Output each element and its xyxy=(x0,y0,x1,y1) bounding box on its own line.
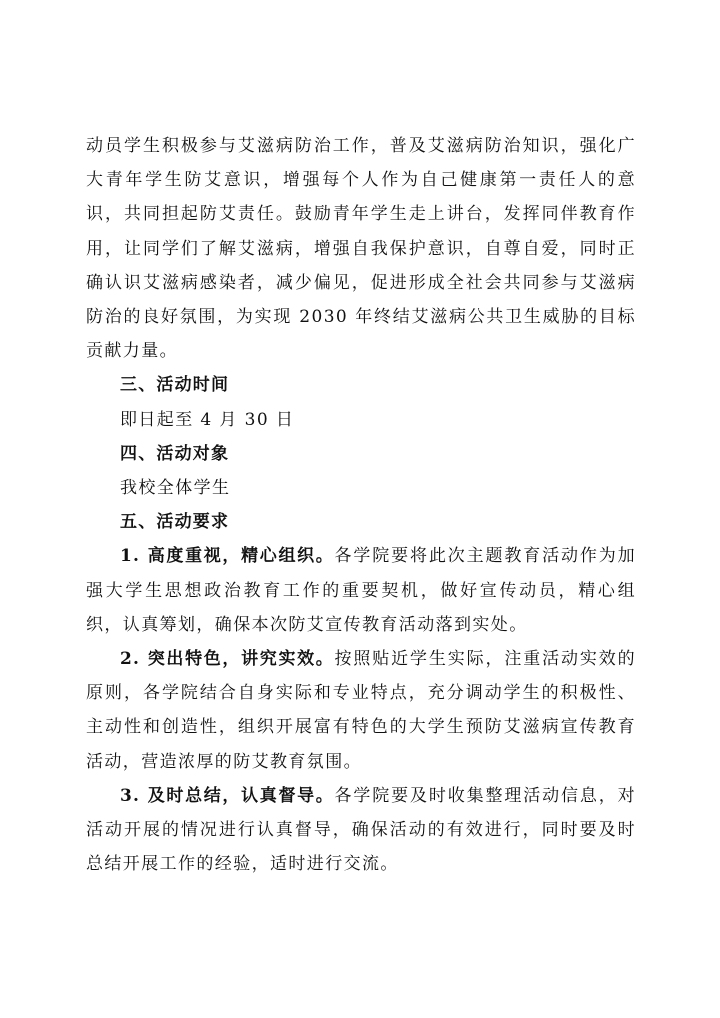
intro-paragraph: 动员学生积极参与艾滋病防治工作，普及艾滋病防治知识，强化广大青年学生防艾意识，增强每个人作为自己健康第一责任人的意识，共同担起防艾责任。鼓励青年学生走上讲台，发挥同伴教育作用，让同学们了解艾滋病，增强自我保护意识，自尊自爱，同时正确认识艾滋病感染者，减少偏见，促进形成全社会共同参与艾滋病防治的良好氛围，为实现 2030 年终结艾滋病公共卫生威胁的目标贡献力量。 xyxy=(86,136,636,362)
section-heading-audience: 四、活动对象 xyxy=(120,443,230,464)
requirement-item-2 xyxy=(86,642,636,779)
section-heading-time: 三、活动时间 xyxy=(120,375,230,396)
activity-audience-text: 我校全体学生 xyxy=(120,478,231,499)
requirement-item-3-text: 各学院要及时收集整理活动信息，对活动开展的情况进行认真督导，确保活动的有效进行，同时要及时总结开展工作的经验，适时进行交流。 xyxy=(86,785,636,875)
requirement-item-1 xyxy=(86,539,636,642)
section-heading-requirements: 五、活动要求 xyxy=(120,512,230,533)
requirement-item-3-lead: 3. 及时总结，认真督导。 xyxy=(120,785,335,806)
activity-time-text: 即日起至 4 月 30 日 xyxy=(120,409,295,430)
requirement-item-1-text: 各学院要将此次主题教育活动作为加强大学生思想政治教育工作的重要契机，做好宣传动员，精心组织，认真筹划，确保本次防艾宣传教育活动落到实处。 xyxy=(86,546,636,635)
requirement-item-2-lead: 2. 突出特色，讲究实效。 xyxy=(120,649,335,670)
document-body xyxy=(86,129,636,881)
requirement-item-1-lead: 1. 高度重视，精心组织。 xyxy=(120,546,335,567)
requirement-item-2-text: 按照贴近学生实际，注重活动实效的原则，各学院结合自身实际和专业特点，充分调动学生的积极性、主动性和创造性，组织开展富有特色的大学生预防艾滋病宣传教育活动，营造浓厚的防艾教育氛围。 xyxy=(86,649,636,772)
requirement-item-3 xyxy=(86,779,636,882)
